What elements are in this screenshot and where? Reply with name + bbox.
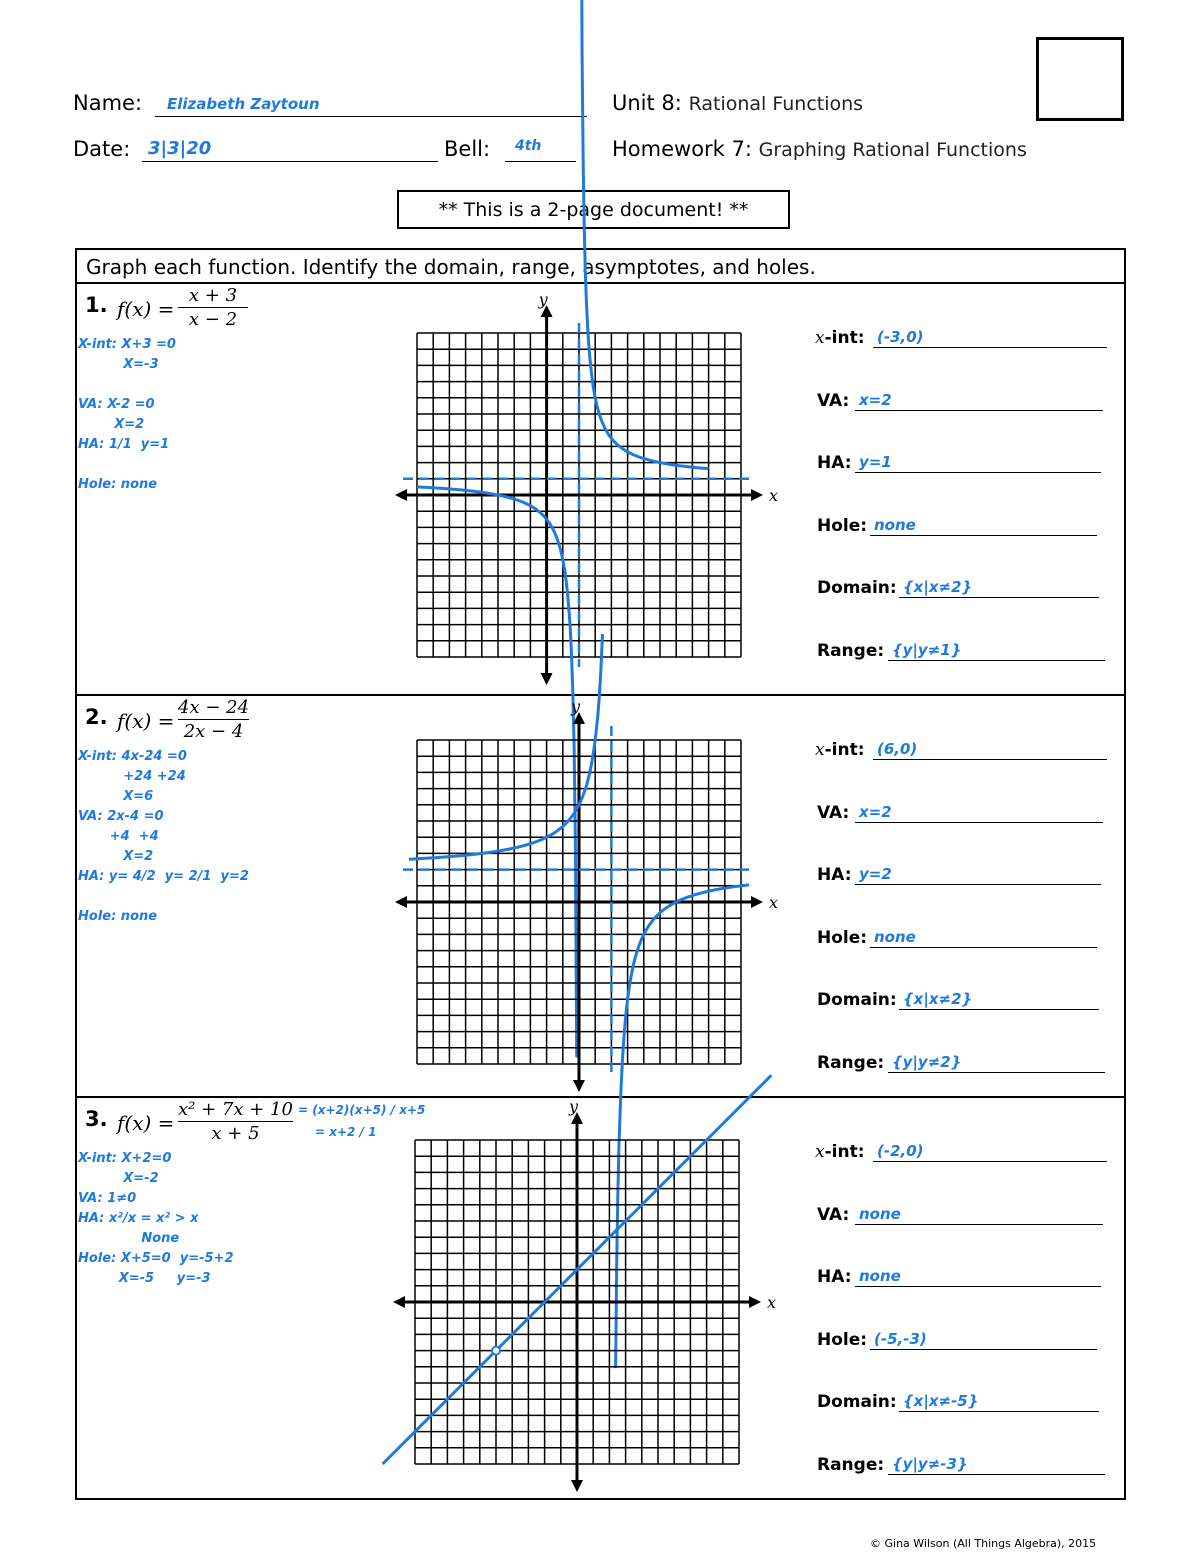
label-domain: Domain: [817, 1392, 897, 1412]
answer-field-domain[interactable] [899, 575, 1099, 598]
label-hole: Hole: [817, 928, 868, 948]
bell-label: Bell: [444, 137, 491, 161]
answer-field-ha[interactable] [855, 862, 1101, 885]
answer-value-range: {y|y≠1} [892, 641, 962, 659]
answer-value-range: {y|y≠-3} [892, 1455, 968, 1473]
answer-field-domain[interactable] [899, 987, 1099, 1010]
numerator: x + 3 [188, 285, 238, 306]
label-hole: Hole: [817, 1330, 868, 1350]
label-range: Range: [817, 1455, 885, 1475]
function-fraction [178, 1099, 293, 1144]
hole-marker [492, 1347, 500, 1355]
label-domain: Domain: [817, 990, 897, 1010]
handwritten-work: X-int: X+2=0 X=-2 VA: 1≠0 HA: x²/x = x² > x None Hole: X+5=0 y=-5+2 X=-5 y=-3 [78, 1151, 234, 1286]
unit-heading [612, 91, 863, 115]
unit-title: Rational Functions [688, 93, 864, 115]
label-xint [815, 1142, 865, 1162]
denominator: 2x − 4 [183, 721, 244, 742]
denominator: x + 5 [211, 1123, 260, 1144]
answer-field-ha[interactable] [855, 450, 1101, 473]
x-axis-label: x [767, 1293, 777, 1312]
numerator: x² + 7x + 10 [178, 1099, 293, 1120]
x-axis-arrow-icon [393, 1296, 405, 1308]
problem-number: 1. [85, 293, 108, 317]
name-label: Name: [73, 91, 143, 115]
answer-value-va: none [859, 1205, 901, 1223]
x-axis-arrow-icon [749, 1296, 761, 1308]
answer-value-domain: {x|x≠2} [903, 990, 973, 1008]
answer-value-domain: {x|x≠2} [903, 578, 973, 596]
x-axis-label: x [769, 486, 779, 505]
copyright: © Gina Wilson (All Things Algebra), 2015 [870, 1537, 1097, 1550]
y-axis-label: y [571, 697, 581, 716]
date-value: 3|3|20 [148, 138, 212, 159]
problem-number: 3. [85, 1107, 108, 1131]
fraction-bar [178, 719, 249, 720]
answer-field-range[interactable] [888, 1452, 1105, 1475]
unit-label: Unit 8: [612, 91, 682, 115]
coordinate-graph [398, 697, 798, 1100]
grade-box [1036, 37, 1124, 121]
label-va: VA: [817, 803, 850, 823]
name-value: Elizabeth Zaytoun [167, 95, 320, 113]
answer-value-hole: none [874, 928, 916, 946]
simplified-work: = x+2 / 1 [315, 1125, 377, 1139]
y-axis-arrow-icon [571, 1480, 583, 1492]
name-field[interactable] [155, 93, 587, 117]
fraction-bar [178, 307, 248, 308]
answer-value-hole: (-5,-3) [874, 1330, 927, 1348]
y-axis-label: y [538, 290, 548, 309]
label-domain: Domain: [817, 578, 897, 598]
answer-value-xint: (6,0) [877, 740, 918, 758]
homework-label: Homework 7: [612, 137, 752, 161]
bell-value: 4th [515, 138, 542, 154]
x-axis-arrow-icon [751, 489, 763, 501]
problem-number: 2. [85, 705, 108, 729]
homework-title: Graphing Rational Functions [758, 139, 1027, 161]
instructions: Graph each function. Identify the domain, range, asymptotes, and holes. [77, 250, 1124, 284]
answer-field-range[interactable] [888, 1050, 1105, 1073]
label-hole: Hole: [817, 516, 868, 536]
fraction-bar [178, 1121, 293, 1122]
answer-field-xint[interactable] [873, 325, 1107, 348]
label-va: VA: [817, 391, 850, 411]
x-variable: x [815, 740, 825, 760]
x-variable: x [815, 1142, 825, 1162]
answer-field-hole[interactable] [870, 513, 1097, 536]
answer-value-range: {y|y≠2} [892, 1053, 962, 1071]
bell-field[interactable] [505, 138, 576, 162]
factored-work: = (x+2)(x+5) / x+5 [298, 1103, 426, 1117]
answer-field-ha[interactable] [855, 1264, 1101, 1287]
coordinate-graph [398, 290, 798, 700]
label-text: -int: [824, 740, 865, 760]
function-fraction [178, 285, 248, 330]
denominator: x − 2 [188, 309, 238, 330]
label-va: VA: [817, 1205, 850, 1225]
y-axis-arrow-icon [573, 1080, 585, 1092]
answer-field-va[interactable] [855, 388, 1103, 411]
x-axis-label: x [769, 893, 779, 912]
answer-value-xint: (-2,0) [877, 1142, 924, 1160]
y-axis-arrow-icon [541, 673, 553, 685]
answer-value-ha: none [859, 1267, 901, 1285]
answer-value-va: x=2 [859, 391, 892, 409]
handwritten-work: X-int: 4x-24 =0 +24 +24 X=6 VA: 2x-4 =0 +4 +4 X=2 HA: y= 4/2 y= 2/1 y=2 Hole: none [78, 749, 249, 924]
answer-field-hole[interactable] [870, 925, 1097, 948]
label-text: -int: [824, 328, 865, 348]
label-ha: HA: [817, 1267, 852, 1287]
y-axis-label: y [569, 1097, 579, 1116]
answer-value-va: x=2 [859, 803, 892, 821]
answer-value-ha: y=1 [859, 453, 892, 471]
label-xint [815, 740, 865, 760]
label-text: -int: [824, 1142, 865, 1162]
coordinate-graph [380, 1097, 780, 1500]
answer-field-range[interactable] [888, 638, 1105, 661]
label-range: Range: [817, 641, 885, 661]
date-label: Date: [73, 137, 131, 161]
numerator: 4x − 24 [178, 697, 250, 718]
function-label: f(x) = [117, 709, 175, 733]
answer-field-va[interactable] [855, 800, 1103, 823]
answer-field-va[interactable] [855, 1202, 1103, 1225]
label-ha: HA: [817, 865, 852, 885]
label-xint [815, 328, 865, 348]
answer-value-hole: none [874, 516, 916, 534]
label-range: Range: [817, 1053, 885, 1073]
answer-value-ha: y=2 [859, 865, 892, 883]
x-variable: x [815, 328, 825, 348]
answer-value-domain: {x|x≠-5} [903, 1392, 979, 1410]
function-label: f(x) = [117, 1111, 175, 1135]
function-fraction [178, 697, 249, 742]
date-field[interactable] [142, 138, 438, 162]
label-ha: HA: [817, 453, 852, 473]
notice-box: ** This is a 2-page document! ** [397, 190, 790, 229]
answer-value-xint: (-3,0) [877, 328, 924, 346]
answer-field-xint[interactable] [873, 1139, 1107, 1162]
handwritten-work: X-int: X+3 =0 X=-3 VA: X-2 =0 X=2 HA: 1/1 y=1 Hole: none [78, 337, 176, 492]
x-axis-arrow-icon [751, 896, 763, 908]
answer-field-xint[interactable] [873, 737, 1107, 760]
homework-heading [612, 137, 1027, 161]
answer-field-hole[interactable] [870, 1327, 1097, 1350]
function-label: f(x) = [117, 297, 175, 321]
answer-field-domain[interactable] [899, 1389, 1099, 1412]
